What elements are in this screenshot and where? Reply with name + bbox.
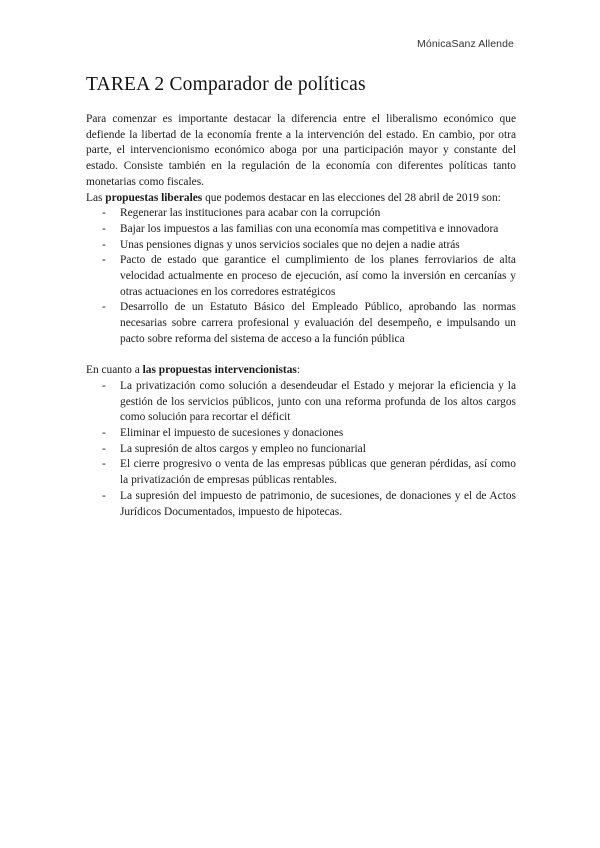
liberal-lead — [86, 191, 516, 207]
list-item-text: Eliminar el impuesto de sucesiones y donaciones — [120, 427, 344, 440]
interventionist-lead — [86, 363, 516, 379]
intro-paragraph: Para comenzar es importante destacar la diferencia entre el liberalismo económico que defiende la libertad de la economía frente a la intervención del estado. En cambio, por otra parte, el intervencionismo económico aboga por una participación mayor y constante del estado. Consiste también en la regulación de la economía con diferentes políticas tanto monetarias como fiscales. — [86, 113, 516, 188]
list-item-text: El cierre progresivo o venta de las empresas públicas que generan pérdidas, así como la privatización de empresas públicas rentables. — [120, 458, 516, 487]
liberal-lead-before: Las — [86, 191, 106, 204]
dash-bullet: - — [102, 489, 106, 502]
list-item — [86, 300, 516, 347]
dash-bullet: - — [102, 238, 106, 251]
list-item — [86, 442, 516, 458]
header-author: MónicaSanz Allende — [417, 38, 514, 50]
list-item — [86, 206, 516, 222]
list-item-text: Pacto de estado que garantice el cumplimiento de los planes ferroviarios de alta velocidad actualmente en proceso de ejecución, así como la inversión en cercanías y otras actuaciones en los corredores estratégicos — [120, 254, 516, 298]
list-item-text: Desarrollo de un Estatuto Básico del Empleado Público, aprobando las normas necesarias sobre carrera profesional y evaluación del desempeño, e impulsando un pacto sobre reforma del sistema de acceso a la función pública — [120, 301, 516, 345]
interventionist-lead-after: : — [296, 364, 301, 377]
list-item-text: Unas pensiones dignas y unos servicios sociales que no dejen a nadie atrás — [120, 238, 460, 251]
list-item-text: Bajar los impuestos a las familias con una economía mas competitiva e innovadora — [120, 222, 499, 235]
list-item — [86, 253, 516, 300]
dash-bullet: - — [102, 254, 106, 267]
dash-bullet: - — [102, 301, 106, 314]
list-item-text: La privatización como solución a desendeudar el Estado y mejorar la eficiencia y la gestión de los servicios públicos, junto con una reforma profunda de los altos cargos como solución para recortar el déficit — [120, 379, 516, 424]
interventionist-lead-before: En cuanto a — [86, 364, 143, 377]
dash-bullet: - — [102, 427, 106, 440]
list-item — [86, 457, 516, 488]
list-item-text: Regenerar las instituciones para acabar con la corrupción — [120, 207, 381, 220]
dash-bullet: - — [102, 442, 106, 455]
dash-bullet: - — [102, 222, 106, 235]
document-body — [86, 74, 516, 520]
list-item-text: La supresión de altos cargos y empleo no funcionarial — [120, 442, 366, 455]
list-item — [86, 489, 516, 520]
list-item — [86, 222, 516, 238]
interventionist-list — [86, 379, 516, 520]
dash-bullet: - — [102, 207, 106, 220]
list-item — [86, 238, 516, 254]
paragraph-gap — [86, 348, 516, 364]
liberal-lead-bold: propuestas liberales — [105, 191, 203, 204]
list-item — [86, 379, 516, 426]
list-item — [86, 426, 516, 442]
interventionist-lead-bold: las propuestas intervencionistas — [142, 364, 297, 377]
liberal-list — [86, 206, 516, 347]
list-item-text: La supresión del impuesto de patrimonio, de sucesiones, de donaciones y el de Actos Jurídicos Documentados, impuesto de hipotecas. — [120, 489, 516, 518]
liberal-lead-after: que podemos destacar en las elecciones del 28 abril de 2019 son: — [202, 191, 501, 204]
page-title: TAREA 2 Comparador de políticas — [86, 74, 366, 95]
dash-bullet: - — [102, 379, 106, 392]
dash-bullet: - — [102, 458, 106, 471]
